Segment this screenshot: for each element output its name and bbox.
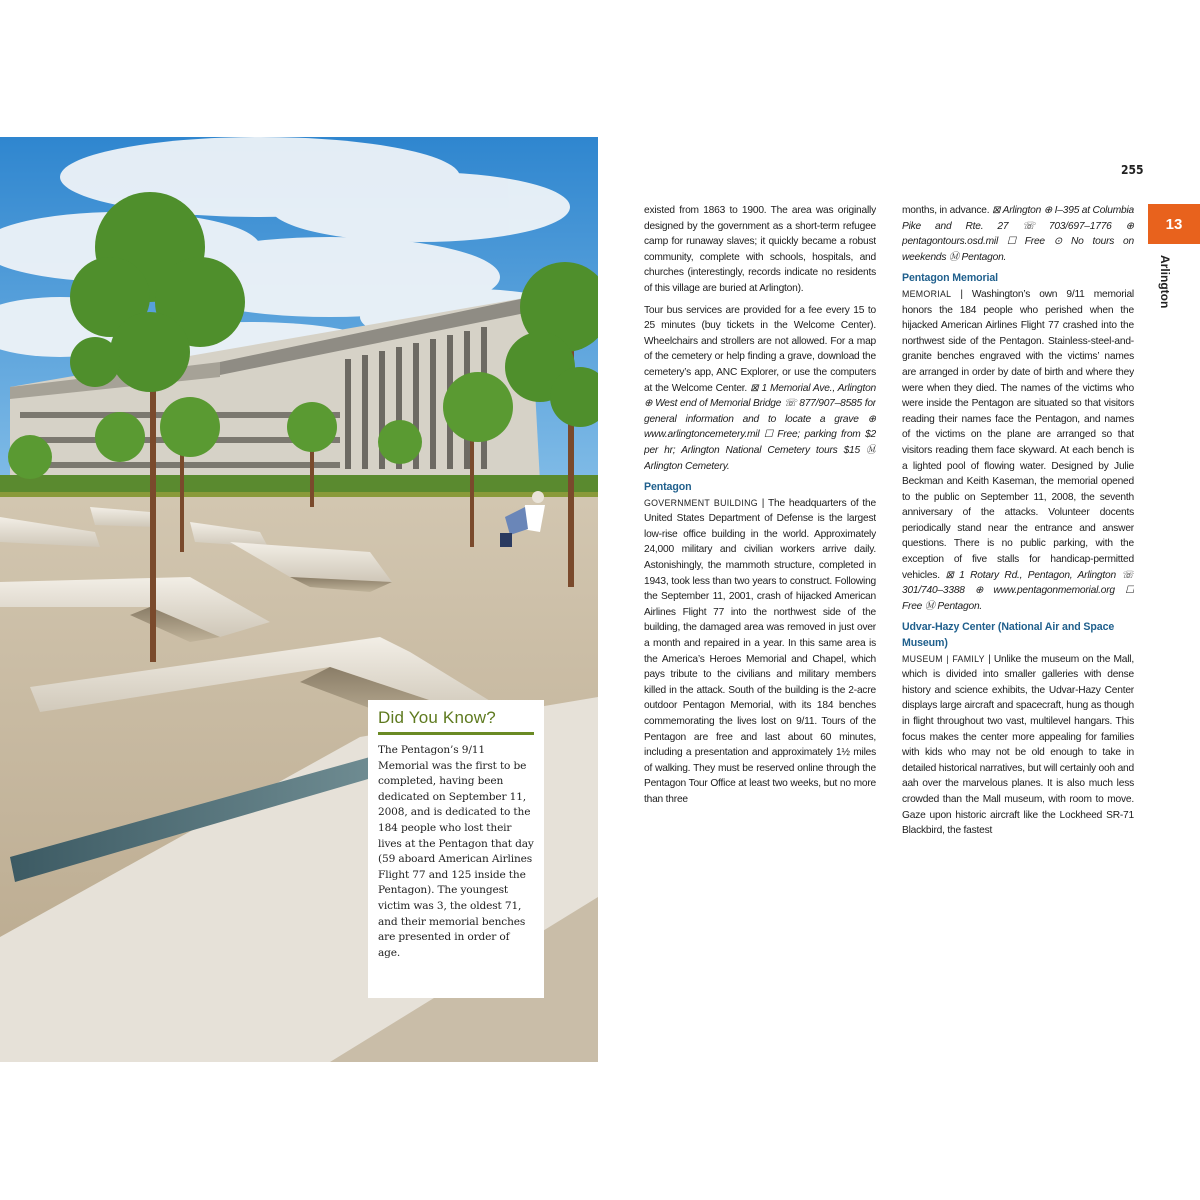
practical-info: ⊠ 1 Rotary Rd., Pentagon, Arlington ☏ 301/740–3388 ⊕ www.pentagonmemorial.org ☐ Free Ⓜ Pentagon.: [902, 569, 1134, 612]
page-number: 255: [1121, 163, 1144, 177]
entry-body: [902, 652, 1134, 839]
chapter-name: Arlington: [1158, 255, 1172, 309]
entry-type: GOVERNMENT BUILDING: [644, 497, 758, 508]
sidebar-title: Did You Know?: [378, 708, 534, 735]
book-spread: [0, 137, 1200, 1062]
paragraph: [644, 303, 876, 475]
text-column-1: [644, 203, 876, 1003]
entry-title-pentagon-memorial: Pentagon Memorial: [902, 272, 999, 285]
entry-title-pentagon: Pentagon: [644, 481, 692, 494]
entry-type: MUSEUM | FAMILY: [902, 653, 985, 664]
paragraph: [902, 203, 1134, 265]
text-column-2: [902, 203, 1134, 1003]
paragraph: existed from 1863 to 1900. The area was originally designed by the government as a short-term refugee camp for runaway slaves; it quickly became a robust community, complete with schools, hospitals, and churches (interestingly, records indicate no residents of this village are buried at Arlington).: [644, 205, 876, 294]
paragraph-text: months, in advance.: [902, 205, 993, 216]
did-you-know-sidebar: [368, 700, 544, 998]
entry-type: MEMORIAL: [902, 288, 952, 299]
practical-info: ⊠ Arlington ⊕ I–395 at Columbia Pike and Rte. 27 ☏ 703/697–1776 ⊕ pentagontours.osd.mil ☐ Free ⊙ No tours on weekends Ⓜ Pentagon.: [902, 205, 1134, 263]
entry-title-udvar-hazy: Udvar-Hazy Center (National Air and Space Museum): [902, 621, 1115, 650]
entry-text: | The headquarters of the United States Department of Defense is the largest low-rise office building in the world. Approximately 24,000 military and civilian workers arrive daily. Astonishingly, the mammoth structure, completed in 1943, took less than two years to construct. Following the September 11, 2001, crash of hijacked American Airlines Flight 77 into the northwest side of the building, the damaged area was removed in just over a month and repaired in a year. In this same area is the America’s Heroes Memorial and Chapel, which pays tribute to the civilians and military members killed in the attack. South of the building is the 2-acre outdoor Pentagon Memorial, with its 184 benches commemorating the lives lost on 9/11. Tours of the Pentagon are free and last about 60 minutes, including a presentation and approximately 1½ miles of walking. They must be reserved online through the Pentagon Tour Office at least two weeks, but no more than three: [644, 497, 876, 805]
sidebar-body: The Pentagon’s 9/11 Memorial was the first to be completed, having been dedicated on September 11, 2008, and is dedicated to the 184 people who lost their lives at the Pentagon that day (59 aboard American Airlines Flight 77 and 125 inside the Pentagon). The youngest victim was 3, the oldest 71, and their memorial benches are presented in order of age.: [378, 744, 534, 959]
entry-body: [644, 496, 876, 808]
entry-text: | Washington’s own 9/11 memorial honors the 184 people who perished when the hijacked American Airlines Flight 77 crashed into the northwest side of the Pentagon. Stainless-steel-and-granite benches engraved with the victims’ names are arranged in order by date of birth and where they were when they died. The names of the victims who were inside the Pentagon are situated so that visitors reading their names face the Pentagon, and names of the victims on the plane are arranged so that visitors reading them face skyward. At each bench is a lighted pool of flowing water. Designed by Julie Beckman and Keith Kaseman, the memorial opened to the public on September 11, 2008, the seventh anniversary of the attacks. Volunteer docents periodically stand near the entrance and answer questions. There is no public parking, with the exception of five stalls for handicap-permitted vehicles.: [902, 288, 1134, 581]
paragraph-text: Tour bus services are provided for a fee every 15 to 25 minutes (buy tickets in the Welcome Center). Wheelchairs and strollers are not allowed. For a map of the cemetery or help finding a grave, download the cemetery’s app, ANC Explorer, or use the computers at the Welcome Center.: [644, 304, 876, 394]
entry-text: | Unlike the museum on the Mall, which is divided into smaller galleries with dense history and science exhibits, the Udvar-Hazy Center displays large aircraft and spacecraft, hung as though in flight throughout two vast, multilevel hangars. This focus makes the center more appealing for families with kids who may not be old enough to take in detailed historical narratives, but will certainly ooh and aah over the marvelous planes. It is also much less crowded than the Mall museum, with room to move. Gaze upon historic aircraft like the Lockheed SR-71 Blackbird, the fastest: [902, 653, 1134, 837]
chapter-tab: 13: [1148, 204, 1200, 244]
pentagon-memorial-photo: [0, 137, 598, 1062]
practical-info: ⊠ 1 Memorial Ave., Arlington ⊕ West end of Memorial Bridge ☏ 877/907–8585 for general information and to locate a grave ⊕ www.arlingtoncemetery.mil ☐ Free; parking from $2 per hr; Arlington National Cemetery tours $15 Ⓜ Arlington Cemetery.: [644, 382, 876, 472]
entry-body: [902, 287, 1134, 614]
